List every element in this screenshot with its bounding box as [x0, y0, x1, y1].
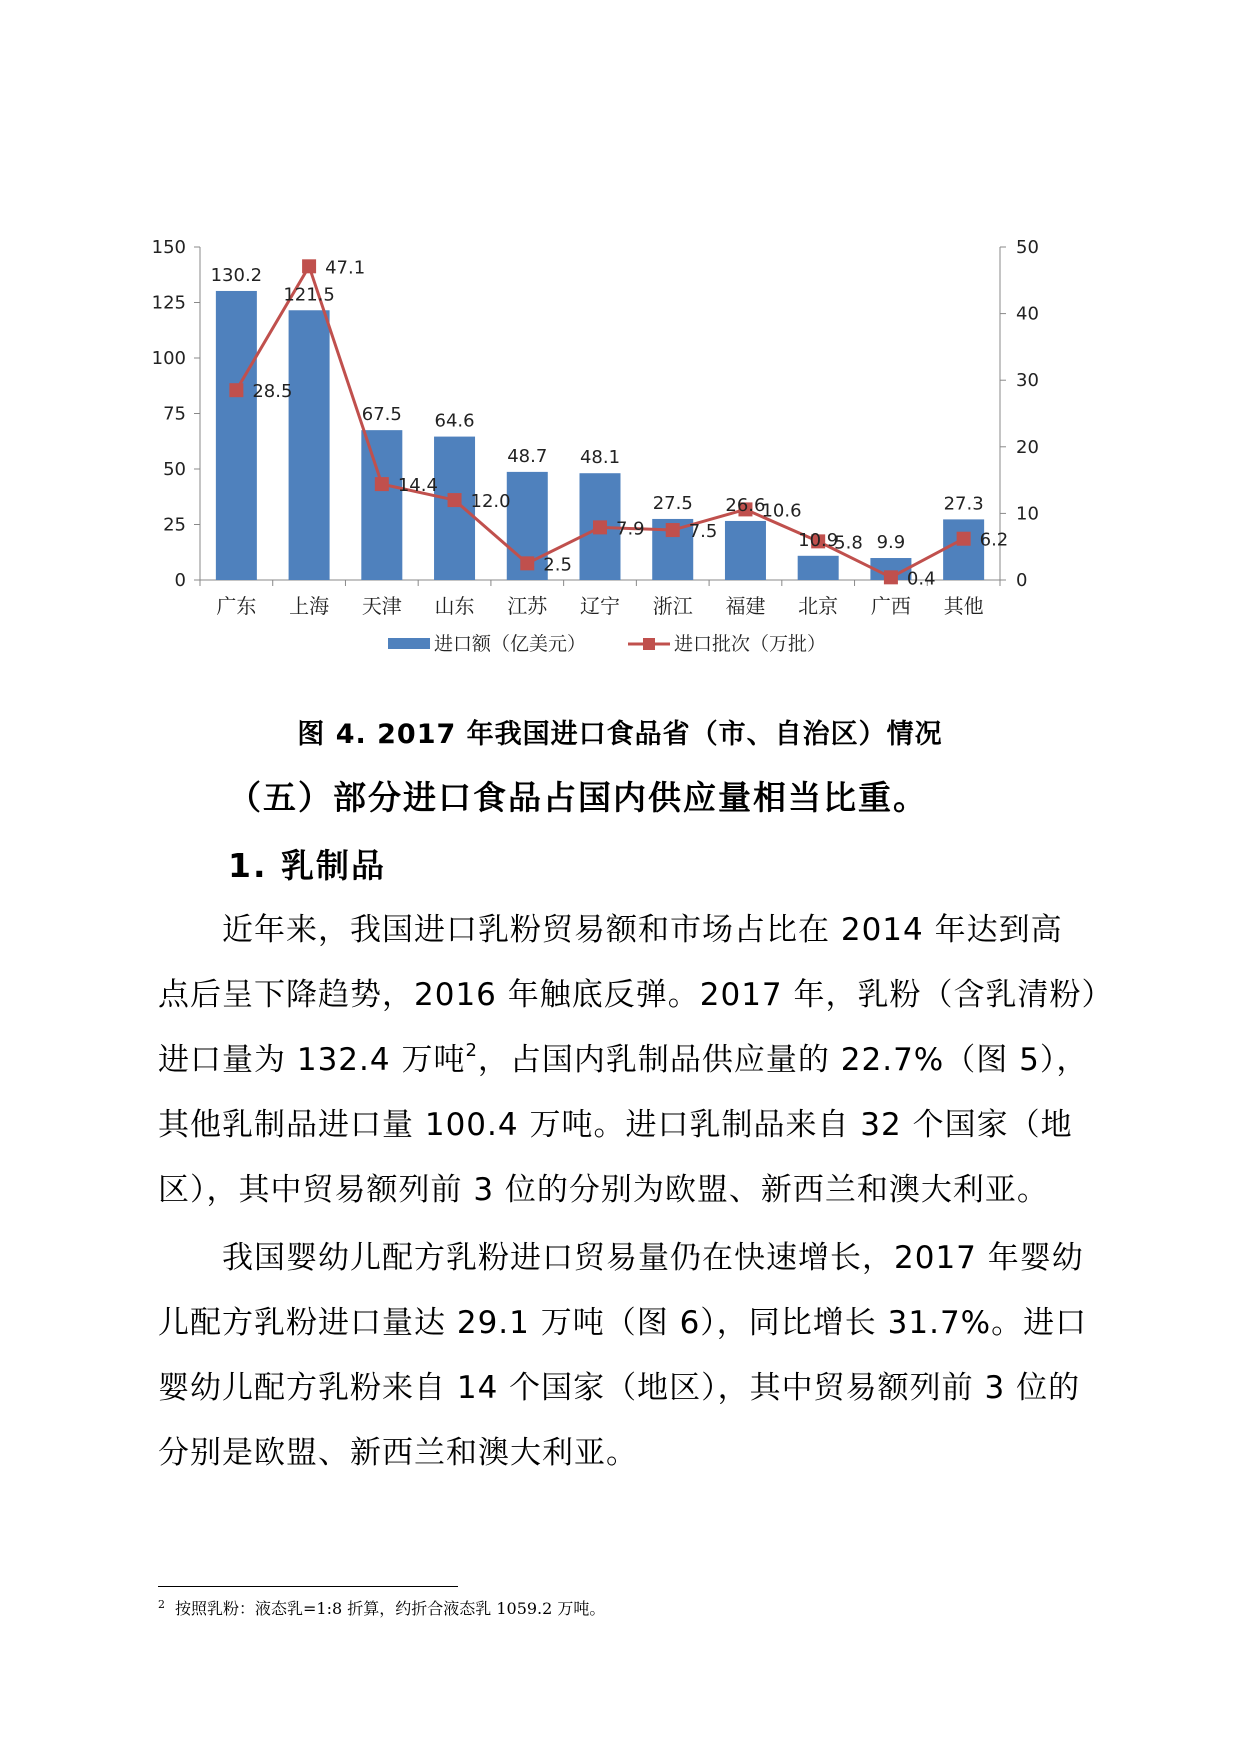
legend-bar-swatch — [388, 638, 430, 649]
bar-value-label: 48.1 — [579, 447, 621, 469]
y-left-tick-label: 0 — [174, 570, 186, 591]
paragraph2-line2: 儿配方乳粉进口量达 29.1 万吨（图 6），同比增长 31.7%。进口 — [158, 1305, 1088, 1341]
paragraph1-line3 — [158, 1028, 1093, 1093]
line-value-label: 47.1 — [325, 257, 366, 279]
y-left-tick-label: 75 — [163, 403, 186, 425]
bar-value-label: 27.3 — [943, 493, 984, 515]
line-value-label: 12.0 — [470, 491, 511, 513]
line-value-label: 6.2 — [979, 529, 1009, 551]
bar-value-label: 121.5 — [283, 284, 335, 306]
chart-legend — [388, 633, 826, 655]
x-tick-label: 广东 — [216, 594, 257, 618]
bar-value-label: 130.2 — [210, 264, 263, 286]
line-marker — [448, 493, 462, 507]
line-marker — [302, 259, 316, 273]
x-tick-label: 浙江 — [652, 594, 693, 618]
bar — [289, 310, 330, 580]
paragraph1-line3b: ，占国内乳制品供应量的 22.7%（图 5）， — [477, 1042, 1089, 1078]
paragraph1-line1: 近年来，我国进口乳粉贸易额和市场占比在 2014 年达到高 — [222, 912, 1063, 948]
x-tick-label: 福建 — [725, 594, 766, 618]
x-tick-label: 天津 — [361, 594, 402, 618]
bar — [361, 430, 402, 580]
line-value-label: 2.5 — [543, 554, 572, 576]
footnote-mark: 2 — [158, 1598, 165, 1611]
legend-line-label: 进口批次（万批） — [674, 633, 827, 655]
figure-caption: 图 4. 2017 年我国进口食品省（市、自治区）情况 — [297, 719, 943, 750]
line-marker — [884, 570, 898, 584]
paragraph1-line5: 区），其中贸易额列前 3 位的分别为欧盟、新西兰和澳大利亚。 — [158, 1172, 1049, 1208]
bar — [943, 519, 984, 580]
import-chart — [0, 0, 1240, 700]
footnote-text: 按照乳粉：液态乳=1:8 折算，约折合液态乳 1059.2 万吨。 — [175, 1599, 606, 1618]
y-right-tick-label: 50 — [1016, 237, 1039, 258]
bar-value-label: 64.6 — [434, 410, 475, 432]
paragraph1-line2: 点后呈下降趋势，2016 年触底反弹。2017 年，乳粉（含乳清粉） — [158, 977, 1114, 1013]
y-right-tick-label: 10 — [1016, 503, 1039, 525]
x-tick-label: 其他 — [943, 594, 984, 618]
y-left-tick-label: 100 — [151, 348, 186, 369]
y-right-tick-label: 40 — [1016, 303, 1039, 325]
bar-value-label: 48.7 — [507, 445, 548, 467]
x-tick-label: 上海 — [289, 594, 330, 618]
paragraph-infant-formula — [158, 1226, 1093, 1486]
line-value-label: 7.5 — [688, 521, 718, 543]
bar-value-label: 9.9 — [876, 532, 906, 554]
y-left-tick-label: 25 — [163, 514, 186, 536]
x-tick-label: 广西 — [870, 594, 911, 618]
bar-value-label: 10.9 — [798, 529, 839, 551]
legend-line-marker — [643, 638, 655, 650]
paragraph2-line4: 分别是欧盟、新西兰和澳大利亚。 — [158, 1435, 638, 1471]
bar — [725, 521, 766, 580]
x-tick-label: 山东 — [434, 594, 475, 618]
y-right-tick-label: 20 — [1016, 436, 1039, 458]
sub-title: 1. 乳制品 — [228, 846, 386, 885]
y-left-tick-label: 150 — [151, 237, 186, 258]
line-value-label: 10.6 — [761, 500, 802, 522]
paragraph1-line3a: 进口量为 132.4 万吨 — [158, 1042, 466, 1078]
line-marker — [375, 477, 389, 491]
bar — [216, 291, 257, 580]
line-marker — [520, 556, 534, 570]
line-marker — [229, 383, 243, 397]
y-left-tick-label: 125 — [151, 292, 186, 314]
section-title: （五）部分进口食品占国内供应量相当比重。 — [228, 778, 928, 817]
y-right-tick-label: 30 — [1016, 370, 1039, 392]
footnote-ref[interactable]: 2 — [465, 1040, 478, 1061]
bar — [434, 437, 475, 580]
y-right-tick-label: 0 — [1016, 570, 1028, 591]
line-value-label: 7.9 — [616, 518, 645, 540]
line-value-label: 0.4 — [906, 568, 936, 590]
paragraph2-line1: 我国婴幼儿配方乳粉进口贸易量仍在快速增长，2017 年婴幼 — [222, 1240, 1084, 1276]
line-marker — [666, 523, 680, 537]
legend-bar-label: 进口额（亿美元） — [434, 633, 587, 655]
line-value-label: 28.5 — [252, 381, 293, 403]
x-tick-label: 北京 — [798, 594, 839, 618]
footnote — [158, 1596, 605, 1619]
paragraph2-line3: 婴幼儿配方乳粉来自 14 个国家（地区），其中贸易额列前 3 位的 — [158, 1370, 1081, 1406]
paragraph1-line4: 其他乳制品进口量 100.4 万吨。进口乳制品来自 32 个国家（地 — [158, 1107, 1073, 1143]
line-marker — [593, 520, 607, 534]
bar-value-label: 26.6 — [725, 494, 766, 516]
bar-value-label: 27.5 — [652, 492, 693, 514]
x-tick-label: 江苏 — [507, 594, 548, 618]
bar-value-label: 67.5 — [361, 404, 402, 426]
line-value-label: 14.4 — [397, 475, 438, 497]
line-marker — [957, 532, 971, 546]
paragraph-dairy-import — [158, 898, 1114, 1223]
x-tick-label: 辽宁 — [580, 594, 620, 618]
line-value-label: 5.8 — [834, 532, 863, 554]
footnote-divider — [158, 1586, 458, 1587]
y-left-tick-label: 50 — [163, 459, 186, 480]
bar — [798, 556, 839, 580]
